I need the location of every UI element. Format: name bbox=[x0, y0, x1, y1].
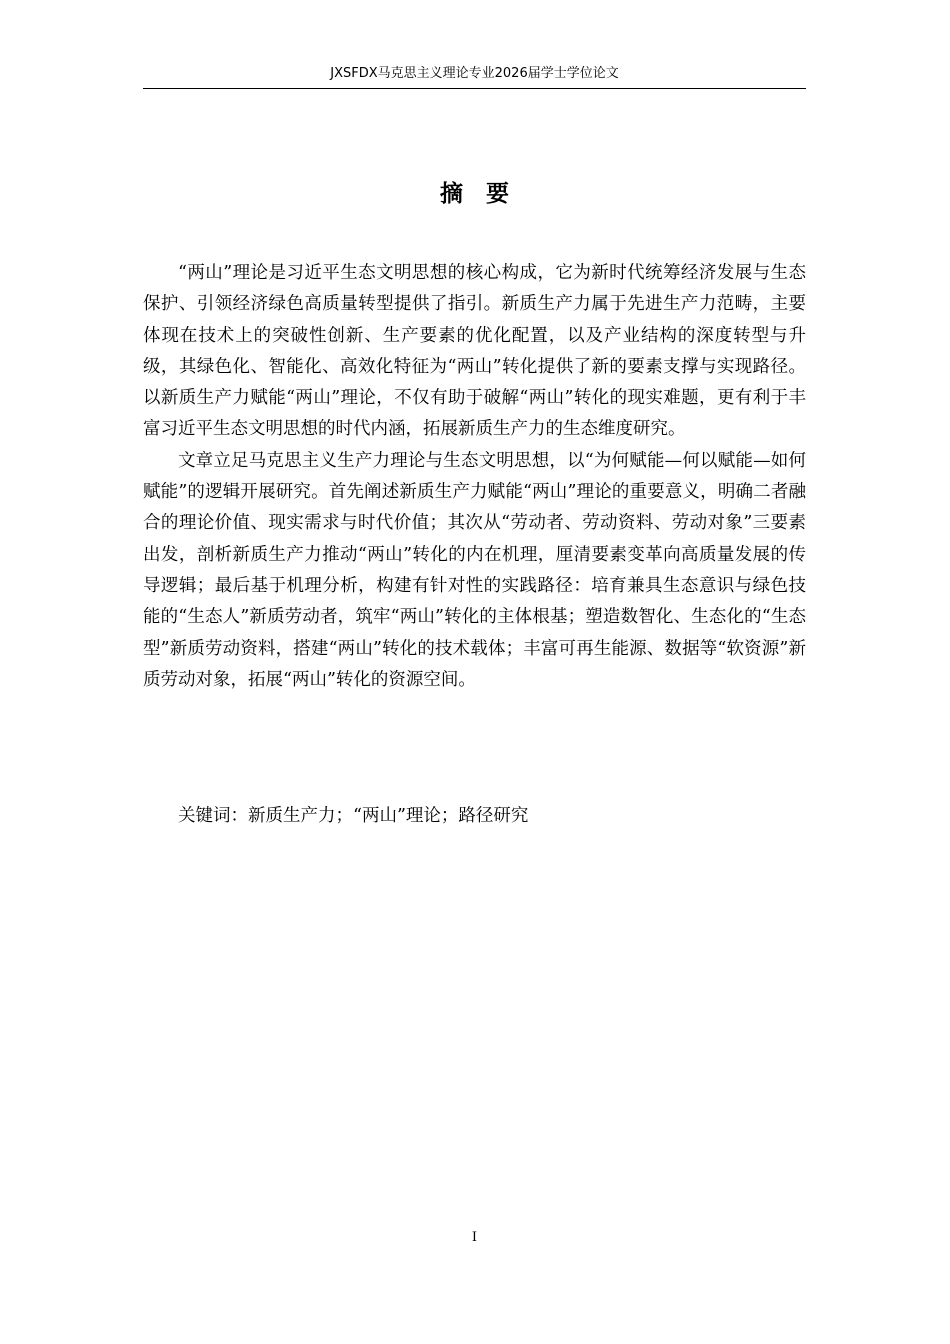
abstract-title bbox=[143, 176, 806, 212]
page-number-text: I bbox=[471, 1230, 478, 1245]
title-char-2: 要 bbox=[486, 181, 509, 207]
title-char-1: 摘 bbox=[440, 181, 463, 207]
page-number bbox=[143, 1228, 806, 1248]
keywords-value: 新质生产力；“两山”理论；路径研究 bbox=[248, 806, 529, 826]
keywords-label: 关键词： bbox=[178, 806, 248, 826]
header-text: JXSFDX马克思主义理论专业2026届学士学位论文 bbox=[330, 66, 619, 81]
abstract-body bbox=[143, 258, 806, 696]
keywords bbox=[143, 801, 806, 832]
abstract-paragraph: 文章立足马克思主义生产力理论与生态文明思想，以“为何赋能—何以赋能—如何赋能”的逻辑开展研究。首先阐述新质生产力赋能“两山”理论的重要意义，明确二者融合的理论价值、现实需求与时代价值；其次从“劳动者、劳动资料、劳动对象”三要素出发，剖析新质生产力推动“两山”转化的内在机理，厘清要素变革向高质量发展的传导逻辑；最后基于机理分析，构建有针对性的实践路径：培育兼具生态意识与绿色技能的“生态人”新质劳动者，筑牢“两山”转化的主体根基；塑造数智化、生态化的“生态型”新质劳动资料，搭建“两山”转化的技术载体；丰富可再生能源、数据等“软资源”新质劳动对象，拓展“两山”转化的资源空间。 bbox=[143, 450, 806, 690]
abstract-paragraph: “两山”理论是习近平生态文明思想的核心构成，它为新时代统筹经济发展与生态保护、引领经济绿色高质量转型提供了指引。新质生产力属于先进生产力范畴，主要体现在技术上的突破性创新、生产要素的优化配置，以及产业结构的深度转型与升级，其绿色化、智能化、高效化特征为“两山”转化提供了新的要素支撑与实现路径。以新质生产力赋能“两山”理论，不仅有助于破解“两山”转化的现实难题，更有利于丰富习近平生态文明思想的时代内涵，拓展新质生产力的生态维度研究。 bbox=[143, 263, 806, 440]
page-header bbox=[143, 62, 806, 89]
